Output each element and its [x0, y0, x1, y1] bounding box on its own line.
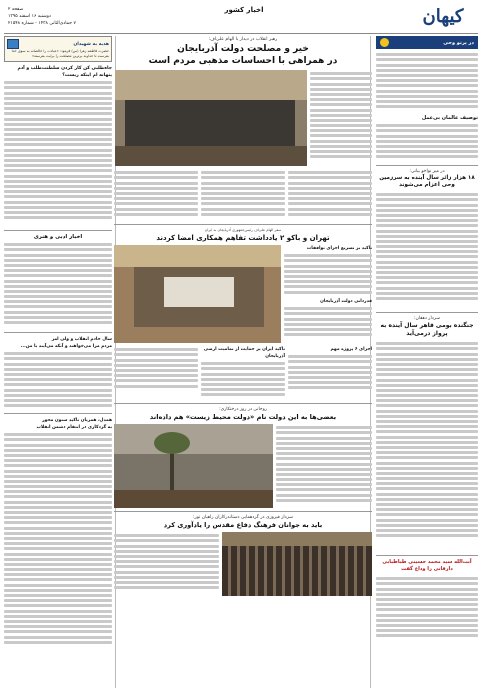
- article-headline: توصیف عالمان بی‌عمل: [421, 115, 478, 121]
- third-kicker: روحانی در روز درختکاری:: [219, 407, 267, 412]
- article-text: [201, 169, 285, 221]
- article-headline: همدل، همزبان تاکید ستون محور: [42, 418, 112, 423]
- article-text: [376, 191, 478, 309]
- main-headline-line1: خیر و مصلحت دولت آذربایجان: [177, 44, 309, 54]
- fourth-kicker: سردار فیروزی در گردهمایی دستاندرکاران راهیان نور:: [193, 515, 293, 520]
- article-headline: جنگنده بومی قاهر سال آینده به پرواز درمی‌آید: [380, 322, 474, 337]
- article-text: [288, 169, 372, 221]
- top-story-cont: [114, 169, 372, 221]
- main-headline-line2: در همراهی با احساسات مذهبی مردم است: [148, 56, 338, 66]
- subhead: تاکید ایران بر حمایت از تمامیت ارضی آذربایجان: [203, 347, 285, 359]
- issue-page: صفحه ۲: [8, 7, 24, 12]
- third-story-block: [114, 424, 372, 508]
- tag-banner: [376, 36, 478, 49]
- section-title: اخبار کشور: [224, 6, 264, 14]
- article-text: [376, 122, 478, 162]
- article-text: [376, 575, 478, 645]
- left-column: [4, 36, 112, 688]
- article-text: [376, 51, 478, 113]
- article-headline: به گردکاری در انتقام دشمن انقلاب: [36, 425, 112, 430]
- audience-photo: [222, 532, 372, 596]
- article-kicker: سردار دهقان:: [414, 316, 440, 321]
- article-headline: اخبار ادبی و هنری: [33, 234, 83, 240]
- article-text: [376, 340, 478, 552]
- article-headline: ۱۸ هزار زائر سال آینده به سرزمین وحی اعزام می‌شوند: [379, 175, 475, 188]
- article-text: [4, 79, 112, 227]
- main-column: [114, 36, 372, 688]
- subhead: اجرای ۶ پروژه مهم: [330, 347, 372, 352]
- signing-photo: [114, 245, 281, 343]
- dedication-title: هدیه به شهیدان: [73, 41, 109, 47]
- gift-icon: [7, 39, 19, 49]
- main-kicker: رهبر انقلاب در دیدار با الهام علی‌اف:: [208, 37, 278, 42]
- article-text: [310, 70, 372, 166]
- second-headline: تهران و باکو ۲ یادداشت تفاهم همکاری امضا کردند: [156, 234, 330, 242]
- article-headline: سال خادم انقلاب و ولی امر: [51, 337, 112, 342]
- second-story-cont: [114, 346, 372, 400]
- meeting-photo: [115, 70, 307, 166]
- article-headline: جاه‌طلبی کن کار کردن سلطنت‌طلب و آدم پنهانه ام اینکه زیست؟: [17, 66, 112, 78]
- right-column: [376, 36, 478, 688]
- subhead: تاکید بر تسریع اجرای توافقات: [306, 246, 372, 251]
- issue-info: [8, 6, 118, 27]
- third-headline: بعضی‌ها به این دولت نام «دولت محیط زیست» هم داده‌اند: [149, 413, 337, 421]
- article-headline: مردم مرا می‌خواهند و آنکه می‌آیند با من...: [20, 344, 112, 349]
- newspaper-logo: کیهان: [422, 6, 464, 27]
- article-text: [4, 241, 112, 329]
- article-text: [114, 169, 198, 221]
- second-story-text: [284, 245, 372, 343]
- dedication-text: حضرت فاطمه زهرا (س) فرمود: «عبادت را خالصانه به سوی خدا بفرست تا خداوند برترین مصلحت را برایت بفرستد»: [11, 49, 109, 58]
- fourth-story-block: [114, 532, 372, 596]
- top-story-block: [114, 70, 372, 166]
- article-text: [4, 431, 112, 661]
- tree-planting-photo: [114, 424, 273, 508]
- second-story-block: [114, 245, 372, 343]
- page-header: [4, 2, 478, 34]
- photo-caption: سفر الهام علی‌اف رئیس‌جمهوری آذربایجان به ایران: [204, 228, 282, 232]
- subhead: قدردانی دولت آذربایجان: [320, 299, 372, 304]
- issue-date: دوشنبه ۱۶ اسفند ۱۳۹۵: [8, 14, 51, 19]
- dedication-box: [4, 36, 112, 62]
- fourth-headline: باید به جوانان فرهنگ دفاع مقدس را یادآوری کرد: [163, 521, 323, 529]
- tag-label: در پرتو وحی: [443, 39, 474, 46]
- article-headline: آیت‌الله سید محمد حسینی طباطبایی دارفانی را وداع گفت: [382, 559, 472, 572]
- issue-number: ۷ جمادی‌الثانی ۱۴۳۸ - شماره ۲۱۵۴۸: [8, 21, 76, 26]
- article-kicker: در میز نواخو بیانی:: [409, 169, 445, 174]
- article-text: [4, 350, 112, 410]
- sun-icon: [380, 38, 389, 47]
